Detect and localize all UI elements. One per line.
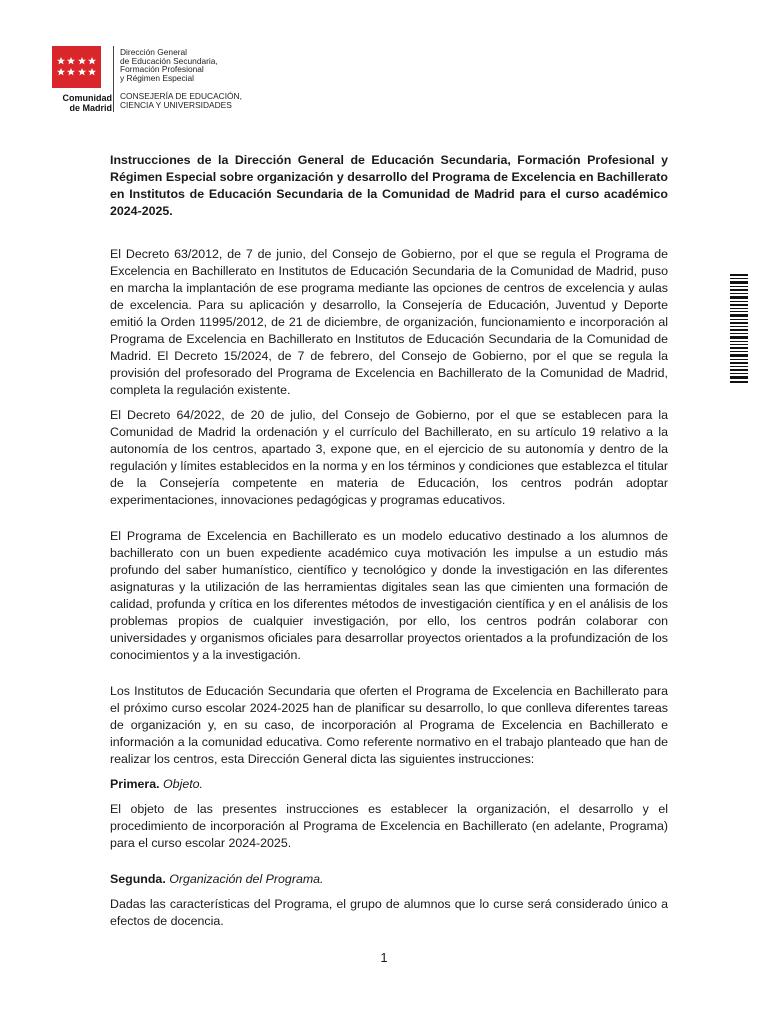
section-label: Objeto. [163,777,203,791]
section-text: Dadas las características del Programa, el grupo de alumnos que lo curse será considerado único a efectos de docencia. [110,897,668,928]
section-heading [110,776,668,793]
ministry-line: CONSEJERÍA DE EDUCACIÓN, [120,91,242,101]
dept-line: Dirección General [120,47,188,57]
logo-divider [113,46,114,112]
document-title: Instrucciones de la Dirección General de Educación Secundaria, Formación Profesional y Régimen Especial sobre organización y desarrollo del Programa de Excelencia en Bachillerato en Institutos de Educación Secundaria de la Comunidad de Madrid para el curso académico 2024-2025. [110,153,668,218]
document-body [110,152,668,938]
paragraph: Los Institutos de Educación Secundaria que oferten el Programa de Excelencia en Bachillerato para el próximo curso escolar 2024-2025 han de planificar su desarrollo, lo que conlleva diferentes tareas de organización y, en su caso, de incorporación al Programa de Excelencia en Bachillerato e información a la comunidad educativa. Como referente normativo en el trabajo planteado que han de realizar los centros, esta Dirección General dicta las siguientes instrucciones: [110,684,668,766]
section-label: Organización del Programa. [169,872,324,886]
department-name [120,48,260,82]
ministry-name [120,92,260,109]
section-number: Segunda. [110,872,166,886]
ministry-line: CIENCIA Y UNIVERSIDADES [120,99,232,110]
section-text: El objeto de las presentes instrucciones es establecer la organización, el desarrollo y el procedimiento de incorporación al Programa de Excelencia en Bachillerato (en adelante, Programa) para el curso escolar 2024-2025. [110,802,668,850]
section-heading [110,871,668,888]
dept-line: de Educación Secundaria, [120,55,218,66]
dept-line: Formación Profesional [120,64,204,75]
section-number: Primera. [110,777,160,791]
org-name-line: Comunidad [62,93,112,103]
barcode-icon [730,274,748,384]
madrid-flag-icon [52,46,101,88]
paragraph: El Decreto 64/2022, de 20 de julio, del Consejo de Gobierno, por el que se establecen para la Comunidad de Madrid la ordenación y el currículo del Bachillerato, en su artículo 19 relativo a la autonomía de los centros, apartado 3, expone que, en el ejercicio de su autonomía y dentro de la regulación y límites establecidos en la norma y en los términos y condiciones que establezca el titular de la Consejería competente en materia de Educación, los centros podrán adoptar experimentaciones, innovaciones pedagógicas y programas educativos. [110,408,668,507]
org-name-line: de Madrid [69,103,112,113]
dept-line: y Régimen Especial [120,72,195,83]
paragraph: El Decreto 63/2012, de 7 de junio, del Consejo de Gobierno, por el que se regula el Programa de Excelencia en Bachillerato en Institutos de Educación Secundaria de la Comunidad de Madrid, puso en marcha la implantación de ese programa mediante las opciones de centros de excelencia y aulas de excelencia. Para su aplicación y desarrollo, la Consejería de Educación, Juventud y Deporte emitió la Orden 11995/2012, de 21 de diciembre, de organización, funcionamiento e incorporación al Programa de Excelencia en Bachillerato en Institutos de Educación Secundaria de la Comunidad de Madrid. El Decreto 15/2024, de 7 de febrero, del Consejo de Gobierno, por el que se regula la provisión del profesorado del Programa de Excelencia en Bachillerato de la Comunidad de Madrid, completa la regulación existente. [110,247,668,397]
org-name [52,93,112,113]
page-number: 1 [380,950,388,965]
paragraph: El Programa de Excelencia en Bachillerato es un modelo educativo destinado a los alumnos de bachillerato con un buen expediente académico cuya motivación les impulse a un estudio más profundo del saber humanístico, científico y tecnológico y donde la investigación en las diferentes asignaturas y la utilización de las herramientas digitales sean las que cimienten una formación de calidad, profunda y crítica en los diferentes métodos de investigación científica y en el análisis de los problemas propios de cualquier investigación, por ello, los centros podrán colaborar con universidades y organismos oficiales para desarrollar proyectos orientados a la profundización de los conocimientos y a la investigación. [110,529,668,662]
header-logo [52,46,252,116]
